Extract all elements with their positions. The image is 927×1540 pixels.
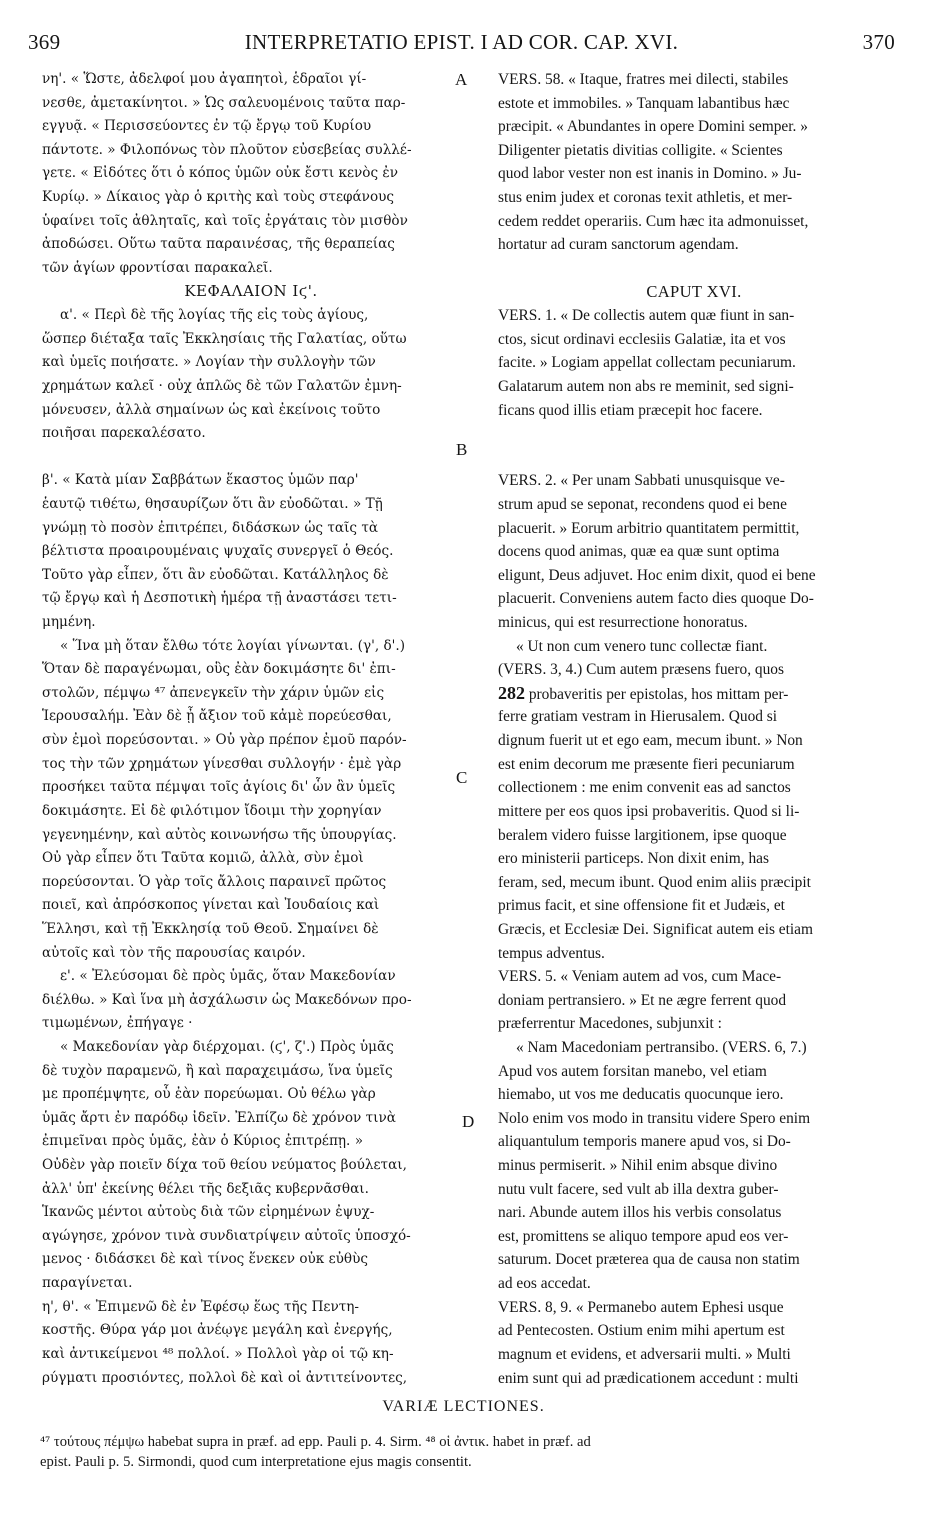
text-line: est enim decorum me præsente fieri pecuniarum	[498, 755, 795, 773]
running-header	[28, 30, 895, 58]
text-line	[498, 682, 890, 706]
text-line: VERS. 8, 9. « Permanebo autem Ephesi usque	[498, 1298, 784, 1316]
text-line: η', θ'. « Ἐπιμενῶ δὲ ἐν Ἐφέσῳ ἕως τῆς Πεντη-	[42, 1298, 359, 1315]
text-line	[498, 257, 890, 281]
text-line: nutu vult facere, sed vult ab illa dextra guber-	[498, 1180, 779, 1198]
text-line: cedem reddet operariis. Cum hæc ita admonuisset,	[498, 212, 809, 230]
text-line: μενος · διδάσκει δὲ καὶ τίνος ἕνεκεν οὐκ εὐθὺς	[42, 1251, 368, 1268]
text-line: ctos, sicut ordinavi ecclesiis Galatiæ, ita et vos	[498, 330, 786, 348]
text-line: πορεύσονται. Ὁ γὰρ τοῖς ἄλλοις παραινεῖ πρῶτος	[42, 873, 387, 890]
text-line: « Μακεδονίαν γὰρ διέρχομαι. (ϛ', ζ'.) Πρὸς ὑμᾶς	[60, 1038, 394, 1055]
text-line: Nolo enim vos modo in transitu videre Spero enim	[498, 1109, 811, 1127]
text-line: μόνευσεν, ἀλλὰ σημαίνων ὡς καὶ ἐκείνοις τοῦτο	[42, 401, 381, 418]
text-line-body: probaveritis per epistolas, hos mittam per-	[528, 685, 789, 703]
text-line: minus permiserit. » Nihil enim absque divino	[498, 1157, 778, 1175]
text-line: (VERS. 3, 4.) Cum autem præsens fuero, quos	[498, 661, 784, 679]
text-line: διέλθω. » Καὶ ἵνα μὴ ἀσχάλωσιν ὡς Μακεδόνων προ-	[42, 991, 412, 1008]
text-line: estote et immobiles. » Tanquam labantibus hæc	[498, 94, 790, 112]
text-line: τῶν ἁγίων φροντίσαι παρακαλεῖ.	[42, 259, 273, 276]
text-line: facite. » Logiam appellat collectam pecuniarum.	[498, 354, 796, 372]
text-line: hortatur ad curam sanctorum agendam.	[498, 236, 739, 254]
text-line: γεγενημένην, καὶ αὐτὸς κοινωνήσω τῆς ὑπουργίας.	[42, 826, 397, 843]
text-line: β'. « Κατὰ μίαν Σαββάτων ἕκαστος ὑμῶν παρ'	[42, 472, 359, 489]
text-line: Ἕλλησι, καὶ τῇ Ἐκκλησίᾳ τοῦ Θεοῦ. Σημαίνει δὲ	[42, 920, 379, 937]
margin-marker-d: D	[462, 1112, 475, 1131]
text-line: μημένη.	[42, 614, 96, 631]
text-line: « Ἵνα μὴ ὅταν ἔλθω τότε λογίαι γίνωνται. (γ', δ'.)	[60, 637, 406, 654]
text-line: νεσθε, ἀμετακίνητοι. » Ὡς σαλευομένοις ταῦτα παρ-	[42, 94, 406, 111]
text-line: « Ut non cum venero tunc collectæ fiant.	[516, 637, 768, 655]
text-line: αὐτοῖς καὶ τὸν τῆς παρουσίας καιρόν.	[42, 944, 306, 961]
text-line: πάντοτε. » Φιλοπόνως τὸν πλοῦτον εὐσεβείας συλλέ-	[42, 141, 412, 158]
text-line: beralem videro fuisse largitionem, ipse quoque	[498, 826, 787, 844]
text-line: præcipit. « Abundantes in opere Domini semper. »	[498, 118, 808, 136]
text-line: Græcis, et Ecclesiæ Dei. Significat autem eis etiam	[498, 920, 813, 938]
running-title: INTERPRETATIO EPIST. I AD COR. CAP. XVI.	[244, 30, 679, 54]
text-line: καὶ ἀντικείμενοι ⁴⁸ πολλοί. » Πολλοὶ γὰρ οἱ τῷ κη-	[42, 1345, 394, 1362]
text-line: ficans quod illis etiam præcepit hoc facere.	[498, 401, 763, 419]
text-line: τῷ ἔργῳ καὶ ἡ Δεσποτικὴ ἡμέρα τῇ ἀναστάσει τετι-	[42, 590, 397, 607]
text-line: ποιεῖ, καὶ ἀπρόσκοπος γίνεται καὶ Ἰουδαίοις καὶ	[42, 897, 380, 914]
text-line: ἀλλ' ὑπ' ἐκείνης θέλει τῆς δεξιᾶς κυβερνᾶσθαι.	[42, 1180, 369, 1197]
text-line: ὑφαίνει τοῖς ἀθληταῖς, καὶ τοῖς ἐργάταις τὸν μισθὸν	[42, 212, 408, 229]
text-line: docens quod animas, quæ ea quæ sunt optima	[498, 543, 780, 561]
text-line: ad eos accedat.	[498, 1275, 591, 1293]
text-line: stus enim judex et coronas texit athletis, et mer-	[498, 189, 793, 207]
text-line: tempus adventus.	[498, 944, 605, 962]
text-line: Τοῦτο γὰρ εἶπεν, ὅτι ἂν εὐοδῶται. Κατάλληλος δὲ	[42, 566, 389, 583]
greek-column	[42, 68, 460, 1390]
footnotes	[40, 1432, 892, 1472]
text-line: collectionem : me enim convenit eas ad sanctos	[498, 779, 791, 797]
text-line: ε'. « Ἐλεύσομαι δὲ πρὸς ὑμᾶς, ὅταν Μακεδονίαν	[60, 968, 396, 985]
text-line: ὑμᾶς ἄρτι ἐν παρόδῳ ἰδεῖν. Ἐλπίζω δὲ χρόνον τινὰ	[42, 1109, 396, 1126]
variae-lectiones-heading: VARIÆ LECTIONES.	[382, 1398, 545, 1415]
text-line: primus facit, et sine offensione fit et Judæis, et	[498, 897, 785, 915]
text-line: ero ministerii particeps. Non dixit enim, has	[498, 850, 769, 868]
text-line: τος τὴν τῶν χρημάτων γίνεσθαι συλλογήν · ἐμὲ γὰρ	[42, 755, 402, 772]
text-line: ποιῆσαι παρεκαλέσατο.	[42, 425, 206, 442]
text-line: quod labor vester non est inanis in Domino. » Ju-	[498, 165, 802, 183]
text-line: minicus, qui est resurrectione honoratus.	[498, 614, 748, 632]
text-line: ἀποδώσει. Οὕτω ταῦτα παραινέσας, τῆς θεραπείας	[42, 236, 395, 253]
text-line: magnum et evidens, et adversarii multi. » Multi	[498, 1345, 791, 1363]
column-number: 282	[498, 682, 525, 703]
text-line: βέλτιστα προαιρουμέναις ψυχαῖς συνεργεῖ ὁ Θεός.	[42, 543, 394, 560]
text-line: doniam pertransiero. » Et ne ægre ferrent quod	[498, 991, 787, 1009]
text-line	[498, 422, 890, 446]
text-line: τιμωμένων, ἐπήγαγε ·	[42, 1015, 193, 1032]
text-line: hiemabo, ut vos me deducatis quocunque iero.	[498, 1086, 784, 1104]
text-line: προσήκει ταῦτα πέμψαι τοῖς ἁγίοις δι' ὧν ἂν ὑμεῖς	[42, 779, 396, 796]
text-line: Οὐδὲν γὰρ ποιεῖν δίχα τοῦ θείου νεύματος βούλεται,	[42, 1157, 407, 1174]
text-line: δὲ τυχὸν παραμενῶ, ἢ καὶ παραχειμάσω, ἵνα ὑμεῖς	[42, 1062, 393, 1079]
text-line: Apud vos autem forsitan manebo, vel etiam	[498, 1062, 767, 1080]
margin-marker-a: A	[455, 70, 468, 89]
chapter-heading: CAPUT XVI.	[646, 282, 742, 302]
page-number-left: 369	[28, 30, 61, 54]
text-line: aliquantulum temporis manere apud vos, si Do-	[498, 1133, 791, 1151]
text-line: præferrentur Macedones, subjunxit :	[498, 1015, 722, 1033]
text-line: strum apud se seponat, recondens quod ei bene	[498, 495, 787, 513]
text-line: εγγυᾷ. « Περισσεύοντες ἐν τῷ ἔργῳ τοῦ Κυρίου	[42, 118, 372, 135]
text-line: στολῶν, πέμψω ⁴⁷ ἀπενεγκεῖν τὴν χάριν ὑμῶν εἰς	[42, 684, 385, 701]
text-line: Κυρίῳ. » Δίκαιος γὰρ ὁ κριτὴς καὶ τοὺς στεφάνους	[42, 189, 395, 206]
text-line: παραγίνεται.	[42, 1275, 133, 1292]
text-line: ferre gratiam vestram in Hierusalem. Quod si	[498, 708, 778, 726]
text-line: Ἱκανῶς μέντοι αὐτοὺς διὰ τῶν εἰρημένων ἐψυχ-	[42, 1204, 375, 1221]
footnote-line: epist. Pauli p. 5. Sirmondi, quod cum interpretatione ejus magis consentit.	[40, 1454, 472, 1470]
text-line: γετε. « Εἰδότες ὅτι ὁ κόπος ὑμῶν οὐκ ἔστι κενὸς ἐν	[42, 165, 398, 182]
text-line: est, promittens se aliquo tempore apud eos ver-	[498, 1227, 789, 1245]
text-line: mittere per eos quos ipsi probaveritis. Quod si li-	[498, 802, 800, 820]
text-line: placuerit. » Eorum arbitrio quantitatem permittit,	[498, 519, 800, 537]
text-line: « Nam Macedoniam pertransibo. (VERS. 6, 7.)	[516, 1038, 807, 1056]
footnote-line: ⁴⁷ τούτους πέμψω habebat supra in præf. ad epp. Pauli p. 4. Sirm. ⁴⁸ οἱ ἀντικ. habet in præf. ad	[40, 1434, 591, 1450]
text-line: δοκιμάσητε. Εἰ δὲ φιλότιμον ἴδοιμι τὴν χορηγίαν	[42, 802, 382, 819]
text-line: καὶ ὑμεῖς ποιήσατε. » Λογίαν τὴν συλλογὴν τῶν	[42, 354, 376, 371]
text-line: νη'. « Ὥστε, ἀδελφοί μου ἀγαπητοὶ, ἑδραῖοι γί-	[42, 71, 367, 87]
page-number-right: 370	[862, 30, 895, 54]
text-line: χρημάτων καλεῖ · οὐχ ἁπλῶς δὲ τῶν Γαλατῶν ἐμνη-	[42, 377, 402, 394]
text-line: VERS. 1. « De collectis autem quæ fiunt in san-	[498, 307, 795, 325]
text-line: ἑαυτῷ τιθέτω, θησαυρίζων ὅτι ἂν εὐοδῶται. » Τῇ	[42, 495, 383, 512]
text-line: σὺν ἐμοὶ πορεύσονται. » Οὐ γὰρ πρέπον ἐμοῦ παρόν-	[42, 732, 407, 749]
text-line: κοστῆς. Θύρα γάρ μοι ἀνέῳγε μεγάλη καὶ ἐνεργής,	[42, 1322, 393, 1339]
text-line: αγώγησε, χρόνον τινὰ συνδιατρίψειν αὐτοῖς ὑποσχό-	[42, 1227, 411, 1244]
text-line: ὥσπερ διέταξα ταῖς Ἐκκλησίαις τῆς Γαλατίας, οὕτω	[42, 330, 407, 347]
text-line: eligunt, Deus adjuvet. Hoc enim dixit, quod ei bene	[498, 566, 816, 584]
text-line: ad Pentecosten. Ostium enim mihi apertum est	[498, 1322, 785, 1340]
margin-marker-b: B	[456, 440, 468, 459]
margin-marker-c: C	[456, 768, 468, 787]
text-line: με προπέμψητε, οὗ ἐὰν πορεύωμαι. Οὐ θέλω γὰρ	[42, 1086, 376, 1103]
text-line: saturum. Docet præterea qua de causa non statim	[498, 1251, 800, 1269]
text-line: α'. « Περὶ δὲ τῆς λογίας τῆς εἰς τοὺς ἁγίους,	[60, 307, 369, 324]
text-line: Ἱερουσαλήμ. Ἐὰν δὲ ᾖ ἄξιον τοῦ κἀμὲ πορεύεσθαι,	[42, 708, 392, 725]
text-line: VERS. 58. « Itaque, fratres mei dilecti, stabiles	[498, 71, 789, 88]
text-line: Galatarum autem non abs re meminit, sed signi-	[498, 377, 794, 395]
text-line: Diligenter pietatis divitias colligite. « Scientes	[498, 141, 783, 159]
text-line: ρύγματι προσιόντες, πολλοὶ δὲ καὶ οἱ ἀντιτείνοντες,	[42, 1369, 408, 1386]
text-line: enim sunt qui ad prædicationem accedunt : multi	[498, 1369, 799, 1387]
text-line: feram, sed, mecum ibunt. Quod enim aliis præcipit	[498, 873, 811, 891]
text-line	[498, 446, 890, 470]
text-line: γνώμῃ τὸ ποσὸν ἐπιτρέπει, διδάσκων ὡς ταῖς τὰ	[42, 519, 379, 536]
text-line: placuerit. Conveniens autem facto dies quoque Do-	[498, 590, 814, 608]
text-line: Οὐ γὰρ εἶπεν ὅτι Ταῦτα κομιῶ, ἀλλὰ, σὺν ἐμοὶ	[42, 850, 364, 867]
text-line: nari. Abunde autem illos his verbis consolatus	[498, 1204, 782, 1222]
text-line	[42, 446, 460, 470]
text-line: VERS. 2. « Per unam Sabbati unusquisque ve-	[498, 472, 785, 490]
latin-column	[498, 68, 890, 1390]
chapter-heading: ΚΕΦΑΛΑΙΟΝ Ιϛ'.	[184, 282, 318, 301]
text-line: dignum fuerit ut et ego eam, mecum ibunt. » Non	[498, 732, 803, 750]
text-line: VERS. 5. « Veniam autem ad vos, cum Mace-	[498, 968, 782, 986]
text-line: Ὅταν δὲ παραγένωμαι, οὓς ἐὰν δοκιμάσητε δι' ἐπι-	[42, 661, 396, 678]
text-line: ἐπιμεῖναι πρὸς ὑμᾶς, ἐὰν ὁ Κύριος ἐπιτρέπῃ. »	[42, 1133, 364, 1150]
